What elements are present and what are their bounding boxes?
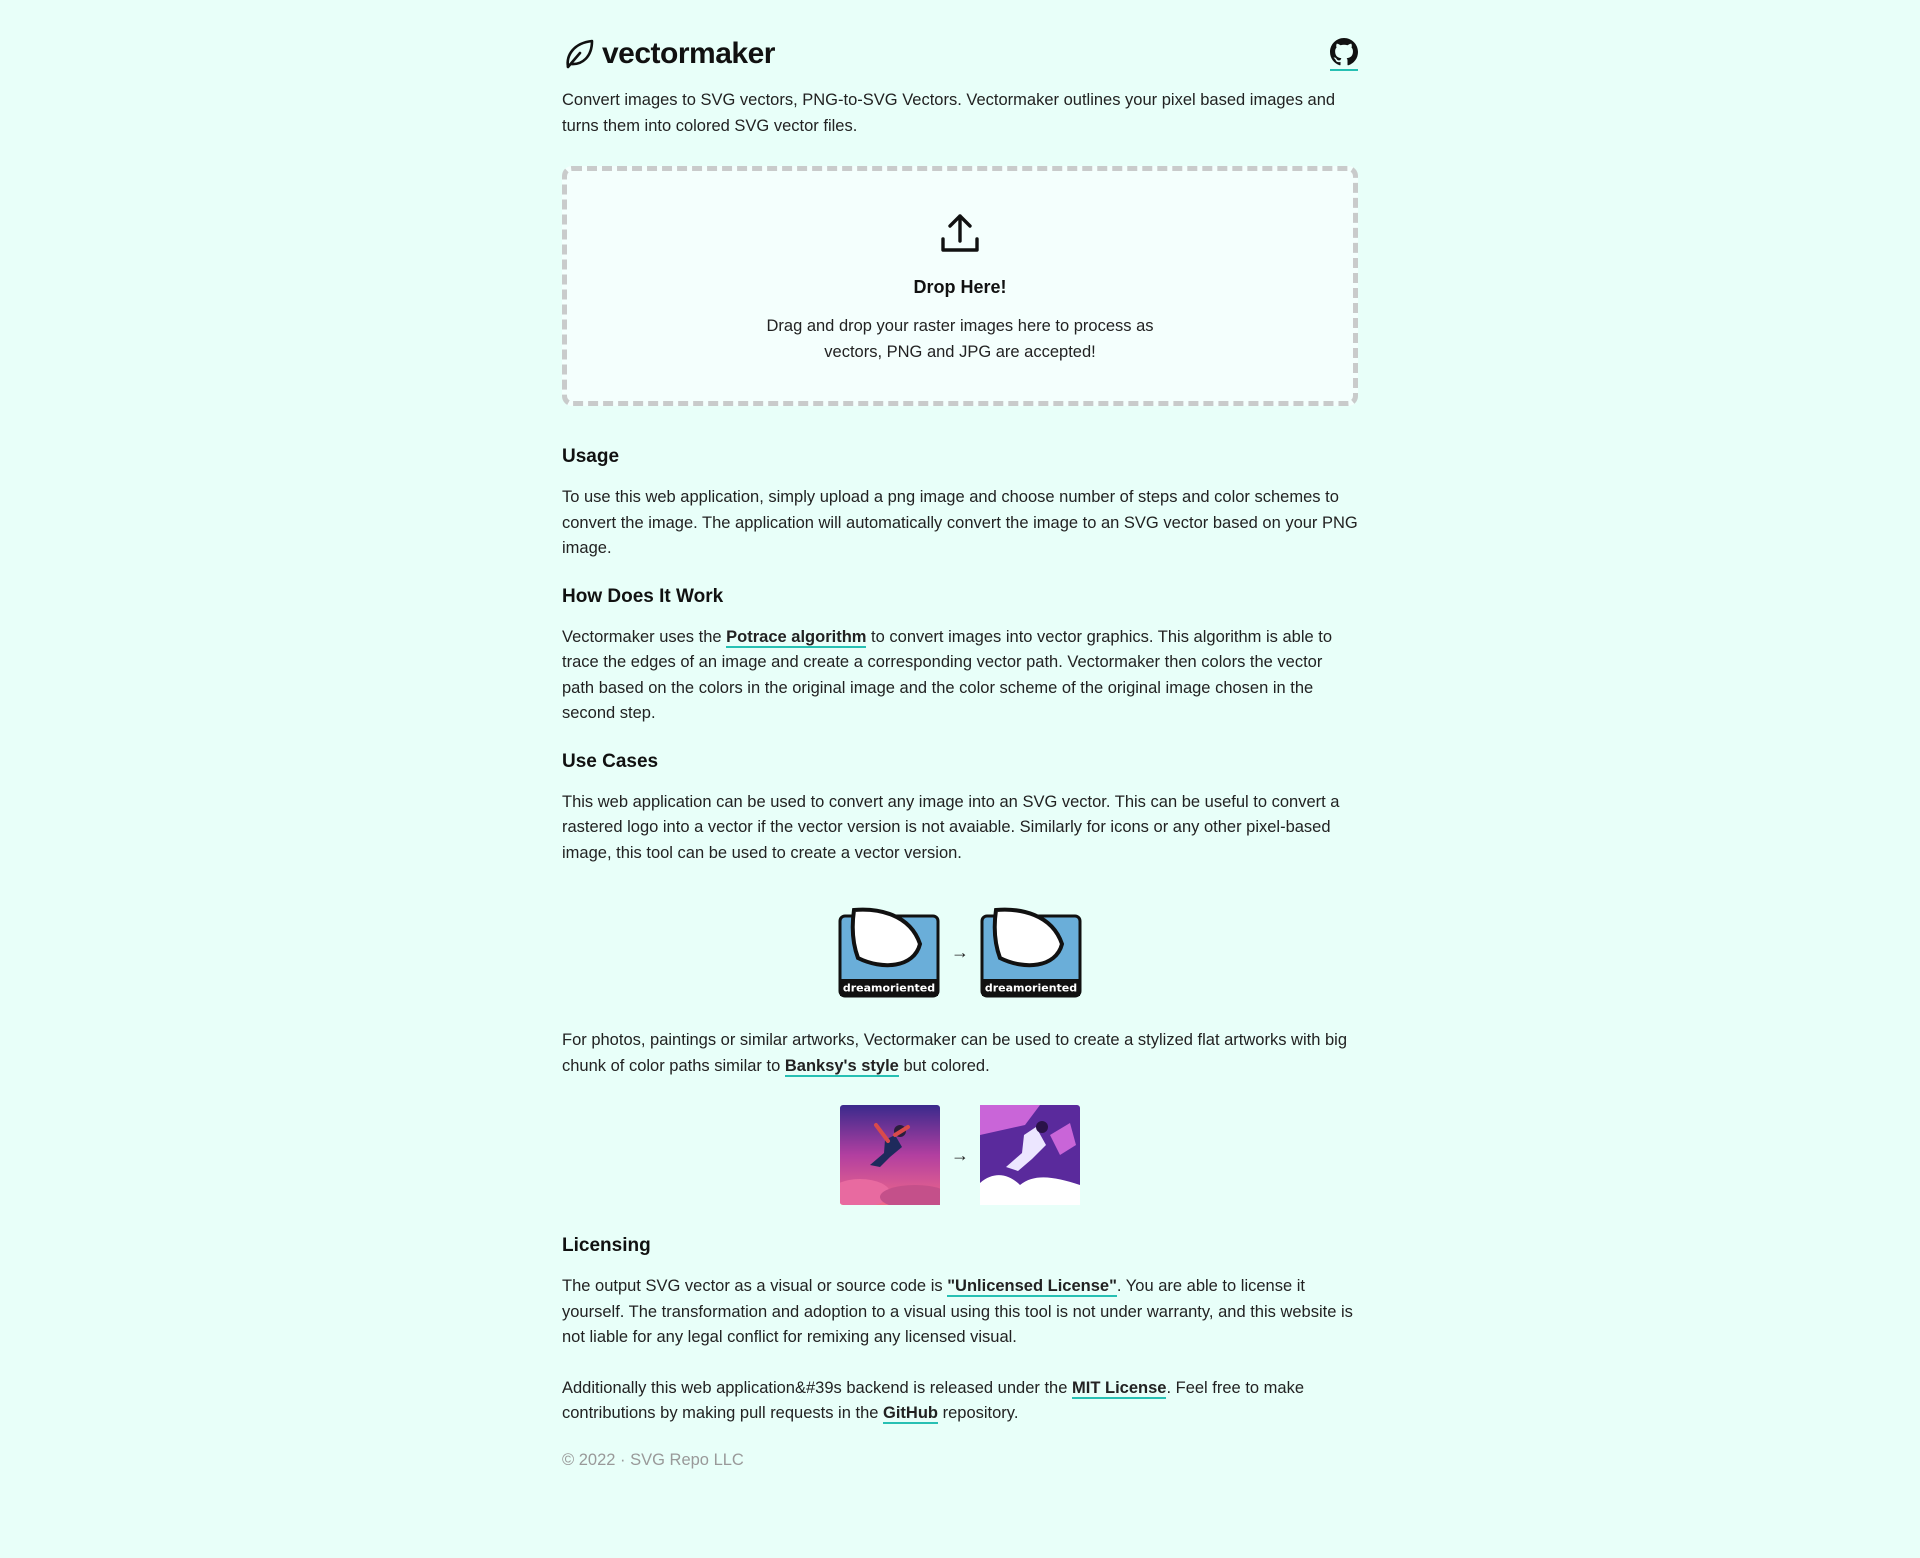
- mit-license-link[interactable]: MIT License: [1072, 1378, 1167, 1397]
- feather-leaf-icon: [562, 37, 596, 71]
- brand-name: vectormaker: [602, 37, 775, 70]
- photo-example: [562, 1105, 1358, 1205]
- how-text-start: Vectormaker uses the: [562, 627, 727, 646]
- dropzone-text: Drag and drop your raster images here to process as vectors, PNG and JPG are accepted!: [766, 317, 1154, 361]
- how-text-end: to convert images into vector graphics. This algorithm is able to trace the edges of an image and create a corresponding vector path. Vectormaker then colors the vector path based on the colors in the original image and the color scheme of the original image chosen in the second step.: [562, 627, 1333, 722]
- use-cases-text: This web application can be used to convert any image into an SVG vector. This can be useful to convert a rastered logo into a vector if the vector version is not avaiable. Similarly for icons or any other pixel-based image, this tool can be used to create a vector version.: [562, 792, 1340, 862]
- logo-original-label: dreamoriented: [842, 981, 936, 995]
- github-repo-link[interactable]: GitHub: [883, 1404, 939, 1422]
- logo-vector-image: [980, 906, 1082, 998]
- how-heading: How Does It Work: [562, 585, 724, 607]
- github-link[interactable]: [1330, 38, 1358, 71]
- file-dropzone[interactable]: [562, 166, 1358, 406]
- photo-text-end: but colored.: [898, 1056, 990, 1075]
- unlicensed-license-link[interactable]: "Unlicensed License": [947, 1277, 1117, 1295]
- upload-icon: [938, 211, 982, 255]
- site-header: [562, 34, 1358, 74]
- dropzone-title: Drop Here!: [913, 277, 1007, 297]
- github-icon: [1330, 38, 1358, 66]
- licensing-text-2-start: Additionally this web application&#39s backend is released under the: [562, 1378, 1072, 1397]
- photo-original-image: [840, 1105, 940, 1205]
- licensing-text-1-end: . You are able to license it yourself. The transformation and adoption to a visual using this tool is not under warranty, and this website is not liable for any legal conflict for remixing any licensed visual.: [562, 1277, 1353, 1346]
- potrace-link[interactable]: Potrace algorithm: [726, 627, 867, 646]
- logo-original-image: [838, 906, 940, 998]
- brand-link[interactable]: [562, 37, 775, 71]
- licensing-text-2-mid: . Feel free to make contributions by making pull requests in the: [562, 1378, 1305, 1422]
- arrow-right-icon: →: [951, 941, 969, 962]
- use-cases-heading: Use Cases: [562, 750, 659, 772]
- logo-example: [562, 906, 1358, 998]
- photo-text-start: For photos, paintings or similar artworks, Vectormaker can be used to create a stylized flat artworks with big chunk of color paths similar to: [562, 1031, 1347, 1075]
- page-container: [562, 0, 1358, 1470]
- arrow-right-icon: →: [951, 1144, 969, 1165]
- usage-heading: Usage: [562, 446, 620, 467]
- photo-text: [562, 1028, 1358, 1079]
- licensing-text-2: [562, 1376, 1358, 1427]
- logo-vector-label: dreamoriented: [984, 981, 1078, 995]
- licensing-heading: Licensing: [562, 1235, 651, 1256]
- usage-text: To use this web application, simply upload a png image and choose number of steps and color schemes to convert the image. The application will automatically convert the image to an SVG vector based on your PNG image.: [562, 488, 1358, 557]
- intro-text: Convert images to SVG vectors, PNG-to-SVG Vectors. Vectormaker outlines your pixel based images and turns them into colored SVG vector files.: [562, 91, 1336, 135]
- licensing-text-1: [562, 1274, 1358, 1351]
- banksy-link[interactable]: Banksy's style: [784, 1056, 899, 1075]
- footer-copyright: © 2022 · SVG Repo LLC: [562, 1450, 744, 1469]
- photo-vector-image: [980, 1105, 1080, 1205]
- licensing-text-2-end: repository.: [938, 1404, 1019, 1422]
- how-text: [562, 625, 1358, 727]
- licensing-text-1-start: The output SVG vector as a visual or source code is: [562, 1277, 948, 1295]
